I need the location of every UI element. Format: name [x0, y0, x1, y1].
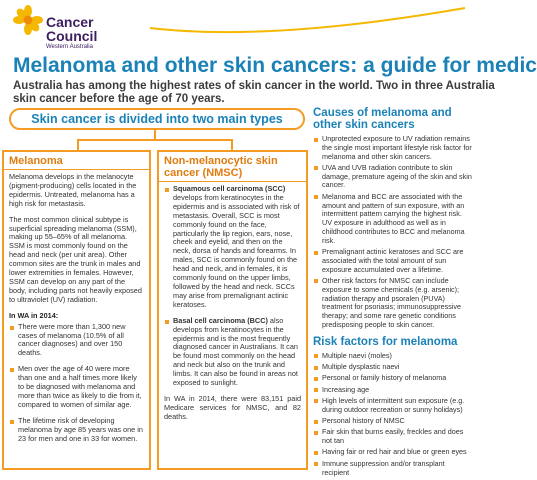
page-title: Melanoma and other skin cancers: a guide for medic — [13, 54, 537, 77]
subtitle-line-1: Australia has among the highest rates of skin cancer in the world. Two in three Australia — [13, 80, 495, 92]
list-item: Other risk factors for NMSC can include exposure to some chemicals (e.g. arsenic); radiation therapy and psoralen (PUVA) treatment for psoriasis; immunosuppressive therapy; and some rare genetic conditions predisposing people to skin cancer. — [313, 277, 473, 330]
list-item: Increasing age — [313, 386, 473, 395]
logo-word-council: Council — [46, 28, 98, 44]
list-item: The lifetime risk of developing melanoma by age 85 years was one in 23 for men and one in 33 for women. — [9, 417, 144, 444]
list-item: Unprotected exposure to UV radiation remains the single most important lifestyle risk factor for melanoma and other skin cancers. — [313, 135, 473, 161]
list-item: Fair skin that burns easily, freckles and does not tan — [313, 428, 473, 446]
melanoma-paragraph: The most common clinical subtype is superficial spreading melanoma (SSM), making up 55–65% of all melanoma. SSM is most commonly found on the head and neck (per unit area). Other common sites are the trunk in males and lower extremities in females. However, SSM can develop on any part of the body, including parts not heavily exposed to ultraviolet (UV) radiation. — [9, 214, 142, 304]
list-item: Immune suppression and/or transplant recipient — [313, 460, 473, 478]
list-item: UVA and UVB radiation contribute to skin damage, premature ageing of the skin and skin cancer. — [313, 164, 473, 190]
melanoma-heading: Melanoma — [4, 152, 149, 170]
bcc-description: also develops from keratinocytes in the epidermis and is the most frequently diagnosed cancer in Australians. It can be found most commonly on the head and neck but also on the trunk and limbs. It can also be found in areas not exposed to sunlight. — [173, 315, 298, 388]
list-item: High levels of intermittent sun exposure (e.g. during outdoor recreation or sunny holidays) — [313, 397, 473, 415]
list-item: Men over the age of 40 were more than one and a half times more likely to be diagnosed with melanoma and more than twice as likely to die from it, compared to women of similar age. — [9, 365, 144, 410]
logo-word-cancer: Cancer — [46, 14, 94, 30]
logo-region: Western Australia — [46, 44, 93, 50]
list-item — [164, 185, 301, 310]
daffodil-icon — [13, 5, 43, 35]
bcc-term: Basal cell carcinoma (BCC) — [173, 315, 268, 325]
types-banner: Skin cancer is divided into two main types — [9, 108, 305, 130]
list-item: Having fair or red hair and blue or green eyes — [313, 448, 473, 457]
scc-term: Squamous cell carcinoma (SCC) — [173, 184, 286, 193]
subtitle-line-2: skin cancer before the age of 70 years. — [13, 93, 225, 105]
list-item: Multiple dysplastic naevi — [313, 363, 473, 372]
list-item: Premalignant actinic keratoses and SCC are associated with the total amount of sun exposure accumulated over a lifetime. — [313, 248, 473, 274]
list-item: Personal or family history of melanoma — [313, 374, 473, 383]
list-item: There were more than 1,300 new cases of melanoma (10.5% of all cancer diagnoses) and over 150 deaths. — [9, 323, 144, 359]
decorative-curve — [150, 0, 465, 50]
list-item — [164, 317, 301, 388]
scc-description: develops from keratinocytes in the epidermis and is associated with risk of metastasis. Overall, SCC is most commonly found on the face, particularly the lip region, ears, nose, cheek and eyelid, and then on the neck, dorsa of hands and forearms. In males, SCC is commonly found on the head and neck, and in females, it is commonly found on the upper limbs, followed by the head and neck. SCCs may arise from premalignant actinic keratoses. — [173, 192, 300, 309]
list-item: Melanoma and BCC are associated with the amount and pattern of sun exposure, with an intermittent pattern carrying the highest risk. UV exposure in adulthood as well as in childhood contributes to BCC and melanoma risk. — [313, 193, 473, 246]
list-item: Personal history of NMSC — [313, 417, 473, 426]
cancer-council-logo — [13, 5, 113, 51]
nmsc-heading: Non-melanocytic skin cancer (NMSC) — [159, 152, 306, 182]
list-item: Multiple naevi (moles) — [313, 352, 473, 361]
melanoma-paragraph: Melanoma develops in the melanocyte (pigment-producing) cells located in the epidermis. Untreated, melanoma has a high risk for metastasis. — [9, 172, 137, 208]
melanoma-box — [2, 150, 151, 470]
causes-heading: Causes of melanoma and other skin cancers — [313, 107, 452, 131]
risk-heading: Risk factors for melanoma — [313, 335, 458, 348]
right-column — [313, 107, 473, 480]
nmsc-footer: In WA in 2014, there were 83,151 paid Medicare services for NMSC, and 82 deaths. — [164, 393, 301, 421]
nmsc-box — [157, 150, 308, 470]
wa-heading: In WA in 2014: — [9, 310, 59, 320]
